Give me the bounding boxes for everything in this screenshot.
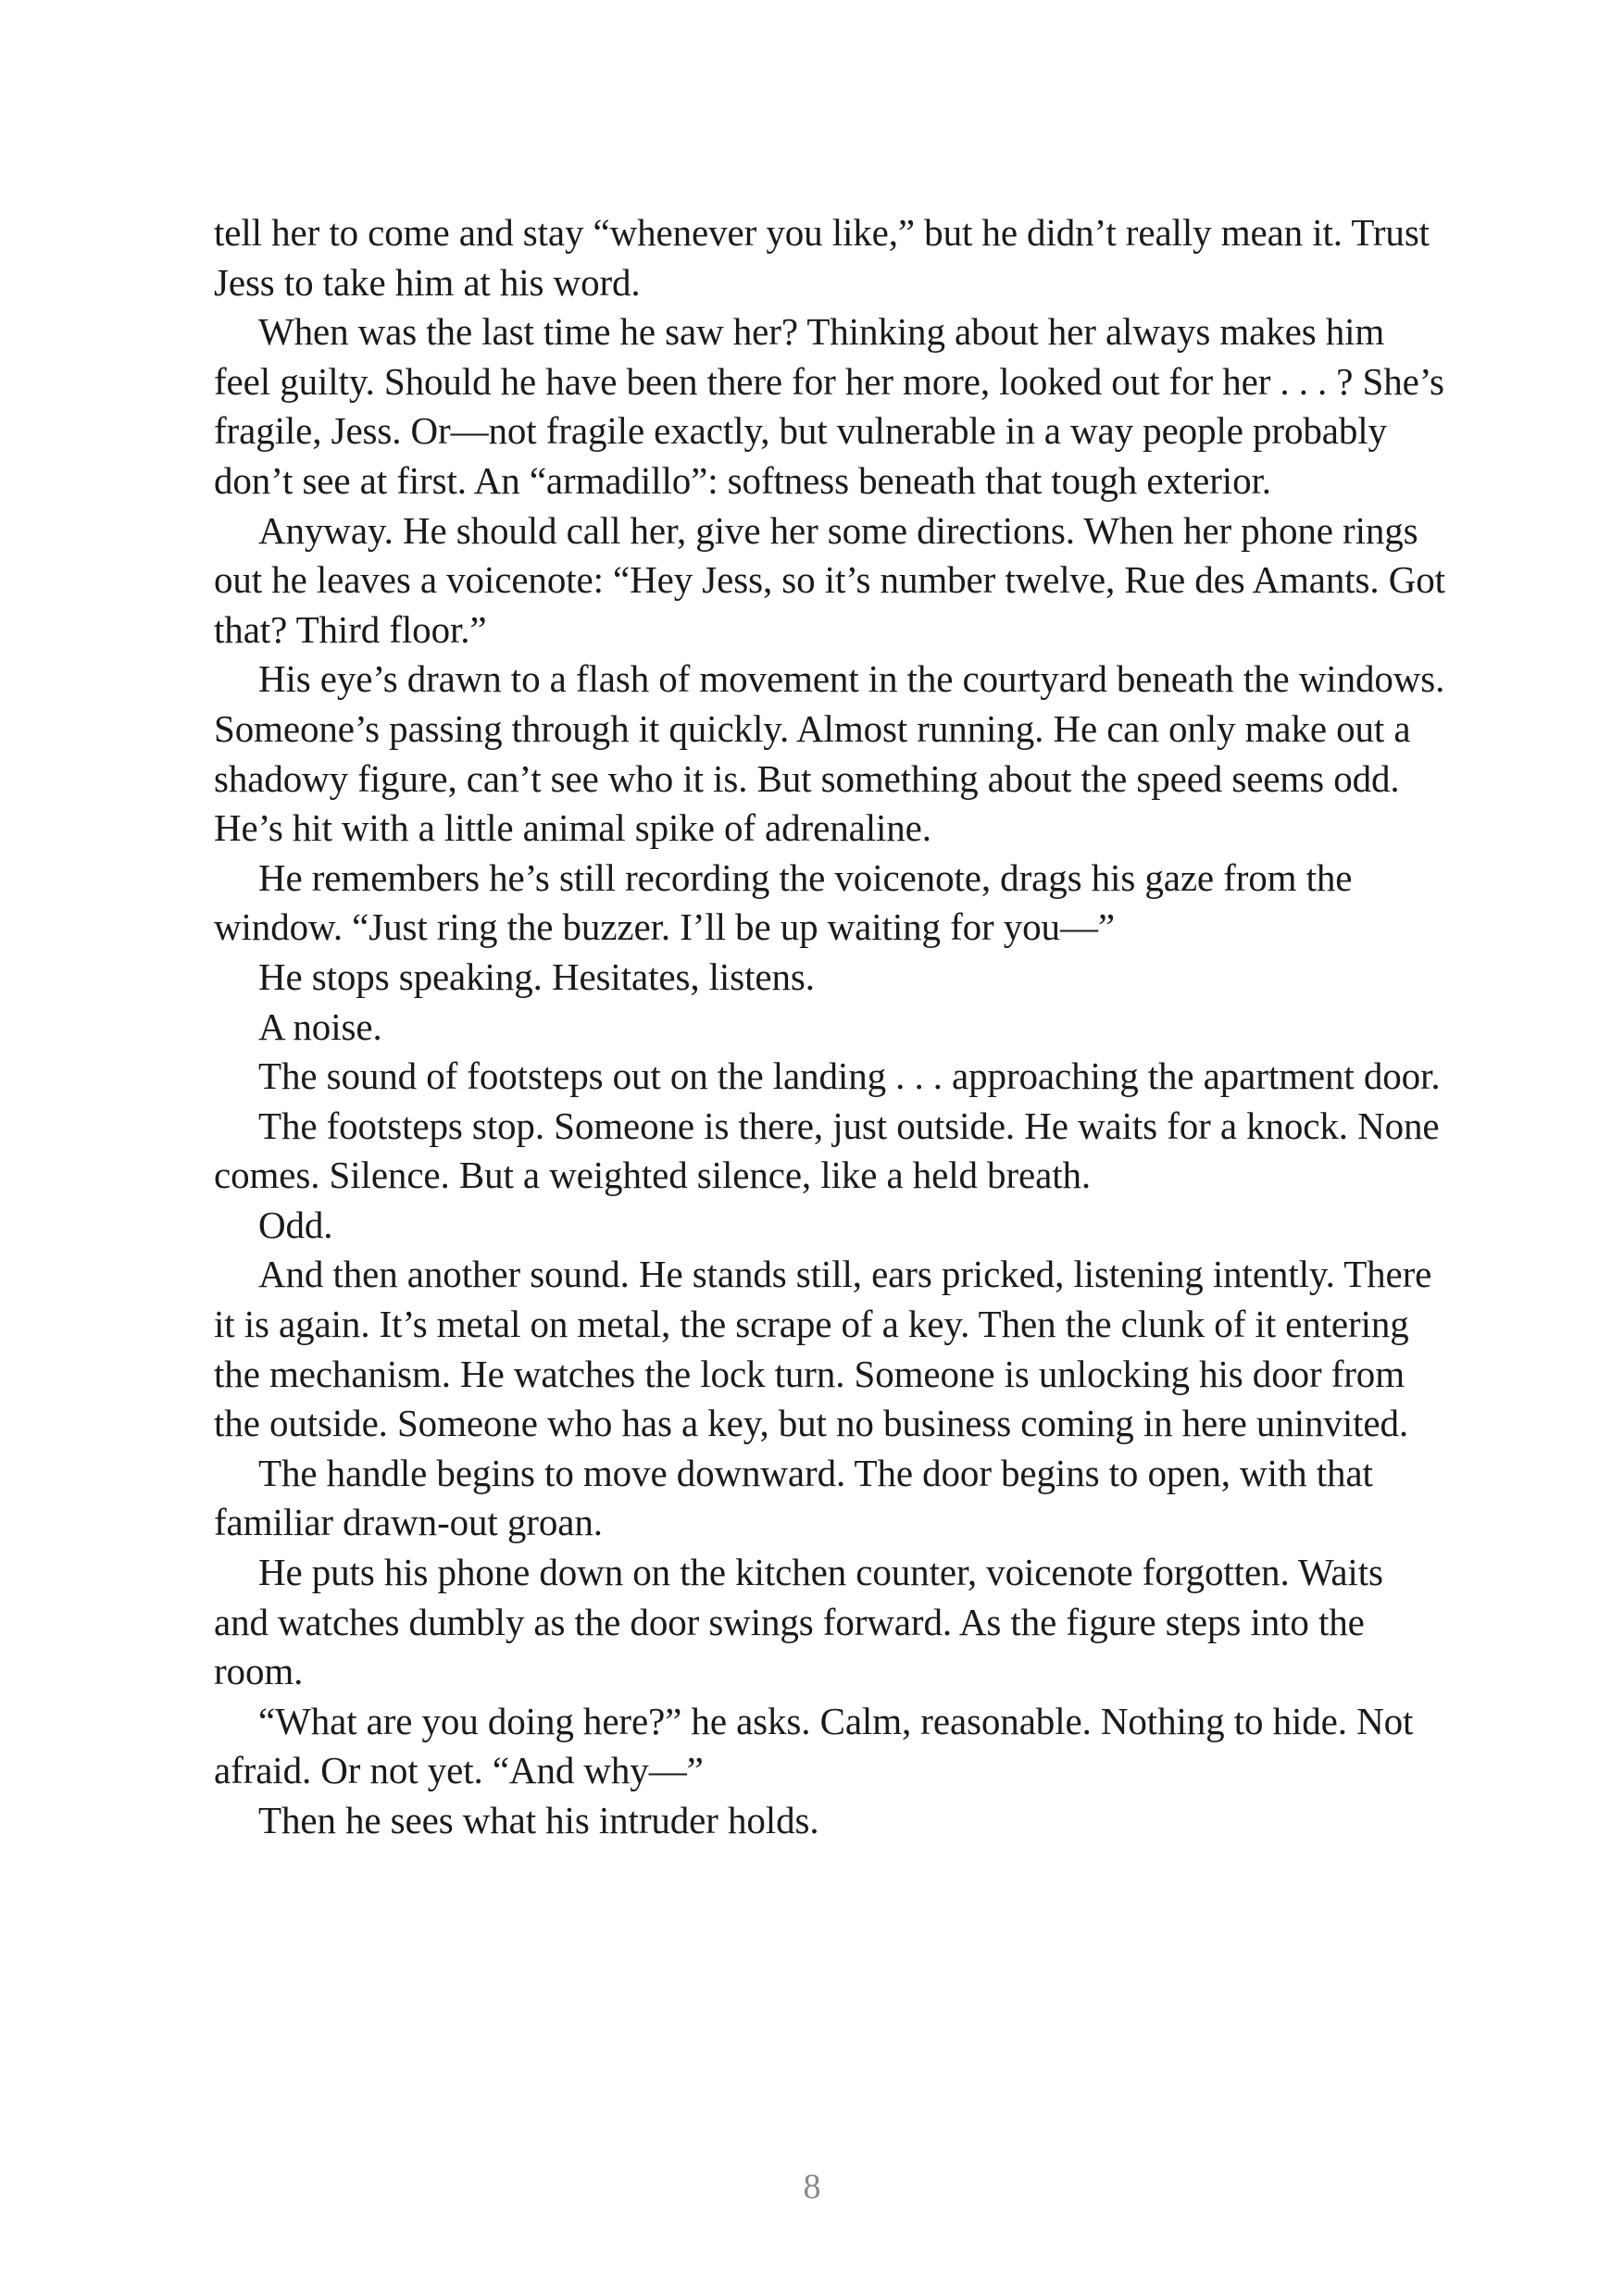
paragraph: Then he sees what his intruder holds.: [258, 1799, 819, 1841]
paragraph: And then another sound. He stands still, ears pricked, listening intently. There it is again. It’s metal on metal, the scrape of a key. Then the clunk of it entering the mechanism. He watches the lock turn. Someone is unlocking his door from the outside. Someone who has a key, but no business coming in here uninvited.: [214, 1253, 1432, 1445]
paragraph: The footsteps stop. Someone is there, just outside. He waits for a knock. None comes. Silence. But a weighted silence, like a held breath.: [214, 1104, 1440, 1197]
paragraph: tell her to come and stay “whenever you like,” but he didn’t really mean it. Trust Jess to take him at his word.: [214, 211, 1430, 304]
paragraph: Odd.: [258, 1203, 333, 1246]
page-number: 8: [803, 2167, 821, 2206]
paragraph: The sound of footsteps out on the landing . . . approaching the apartment door.: [258, 1054, 1441, 1098]
paragraph: When was the last time he saw her? Thinking about her always makes him feel guilty. Should he have been there for her more, looked out for her . . . ? She’s fragile, Jess. Or—not fragile exactly, but vulnerable in a way people probably don’t see at first. An “armadillo”: softness beneath that tough exterior.: [214, 310, 1444, 502]
paragraph: He remembers he’s still recording the voicenote, drags his gaze from the window. “Just ring the buzzer. I’ll be up waiting for you—”: [214, 855, 1353, 949]
paragraph: His eye’s drawn to a flash of movement in the courtyard beneath the windows. Someone’s passing through it quickly. Almost running. He can only make out a shadowy figure, can’t see who it is. But something about the speed seems odd. He’s hit with a little animal spike of adrenaline.: [214, 657, 1445, 850]
paragraph: Anyway. He should call her, give her some directions. When her phone rings out he leaves a voicenote: “Hey Jess, so it’s number twelve, Rue des Amants. Got that? Third floor.”: [214, 508, 1445, 651]
paragraph: He stops speaking. Hesitates, listens.: [258, 955, 815, 998]
paragraph: The handle begins to move downward. The door begins to open, with that familiar drawn-out groan.: [214, 1451, 1373, 1544]
paragraph: A noise.: [258, 1004, 382, 1048]
paragraph: “What are you doing here?” he asks. Calm, reasonable. Nothing to hide. Not afraid. Or not yet. “And why—”: [214, 1699, 1414, 1792]
body-text: [214, 208, 1445, 1846]
paragraph: He puts his phone down on the kitchen counter, voicenote forgotten. Waits and watches dumbly as the door swings forward. As the figure steps into the room.: [214, 1551, 1383, 1693]
